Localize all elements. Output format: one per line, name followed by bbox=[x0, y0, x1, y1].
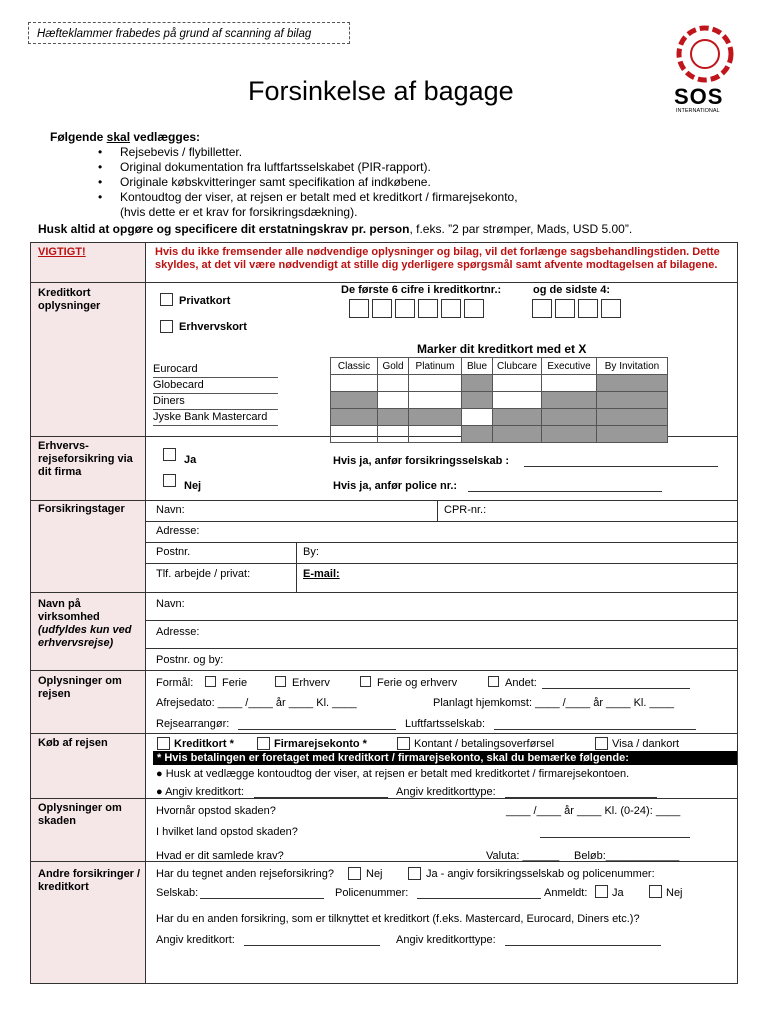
erhvervskort-checkbox[interactable] bbox=[160, 320, 173, 333]
card-cell-disabled bbox=[542, 426, 597, 443]
card-digit-5[interactable] bbox=[441, 299, 461, 318]
col-header: Classic bbox=[331, 358, 378, 375]
skaden-label: Oplysninger om skaden bbox=[38, 802, 122, 827]
list-item: • Kontoudtog der viser, at rejsen er betalt med et kreditkort / firmarejsekonto, bbox=[98, 190, 518, 204]
andre-label: Andre forsikringer / kreditkort bbox=[38, 868, 141, 893]
col-header: By Invitation bbox=[597, 358, 668, 375]
erhvervs-nej-checkbox[interactable] bbox=[163, 474, 176, 487]
list-item: • Originale købskvitteringer samt specifikation af indkøbene. bbox=[98, 175, 431, 189]
card-digit-last-2[interactable] bbox=[555, 299, 575, 318]
tegnet-nej-label: Nej bbox=[366, 868, 383, 880]
last4-label: og de sidste 4: bbox=[533, 284, 611, 296]
policenummer-label: Policenummer: bbox=[335, 887, 409, 899]
card-name: Diners bbox=[153, 394, 278, 410]
card-cell-disabled bbox=[462, 426, 493, 443]
card-digit-last-4[interactable] bbox=[601, 299, 621, 318]
kontant-label: Kontant / betalingsoverførsel bbox=[414, 738, 555, 750]
vigtigt-label: VIGTIGT! bbox=[38, 246, 86, 258]
divider bbox=[30, 282, 738, 283]
card-cell[interactable] bbox=[331, 426, 378, 443]
rejsearrangoer-field[interactable] bbox=[238, 718, 396, 730]
visa-checkbox[interactable] bbox=[595, 737, 608, 750]
divider bbox=[146, 521, 738, 522]
list-item: (hvis dette er et krav for forsikringsdækning). bbox=[120, 205, 358, 219]
logo-text: SOS bbox=[674, 84, 724, 109]
card-cell[interactable] bbox=[409, 375, 462, 392]
erhverv-label: Erhverv bbox=[292, 677, 330, 689]
angiv-kreditkorttype-label: Angiv kreditkorttype: bbox=[396, 786, 496, 798]
erhverv-checkbox[interactable] bbox=[275, 676, 286, 687]
kreditkort-label: Kreditkort oplysninger bbox=[38, 287, 101, 312]
luftfart-field[interactable] bbox=[494, 718, 696, 730]
ferie-erhverv-checkbox[interactable] bbox=[360, 676, 371, 687]
card-name: Globecard bbox=[153, 378, 278, 394]
divider bbox=[437, 500, 438, 521]
divider bbox=[30, 798, 738, 799]
card-type-grid bbox=[330, 357, 668, 443]
card-cell[interactable] bbox=[493, 375, 542, 392]
col-header: Blue bbox=[462, 358, 493, 375]
email-field[interactable]: E-mail: bbox=[303, 568, 340, 580]
forsikringsselskab-field[interactable] bbox=[524, 455, 718, 467]
card-cell-disabled bbox=[597, 392, 668, 409]
virksomhed-postnr-field[interactable]: Postnr. og by: bbox=[156, 654, 224, 666]
vigtigt-warning: Hvis du ikke fremsender alle nødvendige oplysninger og bilag, vil det forlænge sagsbehandlingstiden. Dette skyldes, at det vil være nødvendigt at stille dig yderligere spørgsmål samt afvente modtagelsen af bilagene. bbox=[155, 246, 720, 271]
payment-husk-text: ● Husk at vedlægge kontoudtog der viser, at rejsen er betalt med kreditkortet / firmarejsekontoen. bbox=[156, 768, 630, 780]
angiv-kreditkorttype-field[interactable] bbox=[505, 786, 657, 798]
by-field[interactable]: By: bbox=[303, 546, 319, 558]
privatkort-label: Privatkort bbox=[179, 295, 231, 307]
cpr-field[interactable]: CPR-nr.: bbox=[444, 504, 487, 516]
navn-field[interactable]: Navn: bbox=[156, 504, 185, 516]
hvornaar-label: Hvornår opstod skaden? bbox=[156, 805, 276, 817]
privatkort-checkbox[interactable] bbox=[160, 293, 173, 306]
marker-heading: Marker dit kreditkort med et X bbox=[417, 342, 587, 356]
luftfart-label: Luftfartsselskab: bbox=[405, 718, 486, 730]
card-digit-3[interactable] bbox=[395, 299, 415, 318]
card-cell-disabled bbox=[462, 375, 493, 392]
formaal-label: Formål: bbox=[156, 677, 194, 689]
card-cell[interactable] bbox=[409, 426, 462, 443]
ferie-checkbox[interactable] bbox=[205, 676, 216, 687]
logo-subtext: INTERNATIONAL bbox=[676, 108, 720, 114]
card-cell-disabled bbox=[542, 392, 597, 409]
col-header: Platinum bbox=[409, 358, 462, 375]
tegnet-label: Har du tegnet anden rejseforsikring? bbox=[156, 868, 334, 880]
firmarejsekonto-label: Firmarejsekonto * bbox=[274, 738, 367, 750]
tlf-field[interactable]: Tlf. arbejde / privat: bbox=[156, 568, 251, 580]
anmeldt-nej-checkbox[interactable] bbox=[649, 885, 662, 898]
kontant-checkbox[interactable] bbox=[397, 737, 410, 750]
card-digit-2[interactable] bbox=[372, 299, 392, 318]
rejsen-label: Oplysninger om rejsen bbox=[38, 675, 122, 700]
selskab-label: Selskab: bbox=[156, 887, 199, 899]
card-name: Jyske Bank Mastercard bbox=[153, 410, 278, 426]
anmeldt-ja-label: Ja bbox=[612, 887, 624, 899]
krav-label: Hvad er dit samlede krav? bbox=[156, 850, 284, 862]
card-cell-disabled bbox=[331, 409, 378, 426]
card-cell-disabled bbox=[409, 409, 462, 426]
requirements-list bbox=[98, 145, 518, 220]
card-digit-last-1[interactable] bbox=[532, 299, 552, 318]
anden-forsikring-question: Har du en anden forsikring, som er tilknyttet et kreditkort (f.eks. Mastercard, Eurocard, Diners etc.)? bbox=[156, 913, 640, 925]
police-field[interactable] bbox=[468, 480, 662, 492]
divider bbox=[30, 733, 738, 734]
policenummer-field[interactable] bbox=[417, 887, 541, 899]
list-item: • Rejsebevis / flybilletter. bbox=[98, 145, 243, 159]
card-cell[interactable] bbox=[542, 375, 597, 392]
card-cell-disabled bbox=[597, 409, 668, 426]
card-list bbox=[153, 362, 278, 426]
virksomhed-label: Navn på virksomhed bbox=[38, 598, 100, 623]
card-cell-disabled bbox=[493, 409, 542, 426]
divider bbox=[30, 670, 738, 671]
andre-angiv-kreditkort-label: Angiv kreditkort: bbox=[156, 934, 235, 946]
afrejsedato-field[interactable]: Afrejsedato: ____ /____ år ____ Kl. ____ bbox=[156, 697, 357, 709]
andre-angiv-kreditkorttype-label: Angiv kreditkorttype: bbox=[396, 934, 496, 946]
andre-angiv-kreditkort-field[interactable] bbox=[244, 934, 380, 946]
list-item: • Original dokumentation fra luftfartsselskabet (PIR-rapport). bbox=[98, 160, 431, 174]
card-digit-1[interactable] bbox=[349, 299, 369, 318]
skade-dato-field[interactable]: ____ /____ år ____ Kl. (0-24): ____ bbox=[506, 805, 681, 817]
angiv-kreditkort-label: ● Angiv kreditkort: bbox=[156, 786, 244, 798]
first6-label: De første 6 cifre i kreditkortnr.: bbox=[341, 284, 502, 296]
card-cell[interactable] bbox=[378, 375, 409, 392]
visa-label: Visa / dankort bbox=[612, 738, 680, 750]
virksomhed-sublabel: (udfyldes kun ved erhvervsrejse) bbox=[38, 624, 132, 649]
virksomhed-adresse-field[interactable]: Adresse: bbox=[156, 626, 200, 638]
divider bbox=[146, 542, 738, 543]
tegnet-nej-checkbox[interactable] bbox=[348, 867, 361, 880]
divider bbox=[30, 500, 738, 501]
divider bbox=[146, 620, 738, 621]
card-cell-disabled bbox=[331, 392, 378, 409]
card-digit-4[interactable] bbox=[418, 299, 438, 318]
card-cell-disabled bbox=[597, 375, 668, 392]
col-header: Gold bbox=[378, 358, 409, 375]
erhvervs-label: Erhvervs-rejseforsikring via dit firma bbox=[38, 440, 133, 478]
divider bbox=[146, 563, 738, 564]
tegnet-ja-label: Ja - angiv forsikringsselskab og policenummer: bbox=[426, 868, 655, 880]
divider bbox=[146, 648, 738, 649]
forsikringstager-label: Forsikringstager bbox=[38, 503, 125, 515]
forsikringsselskab-label: Hvis ja, anfør forsikringsselskab : bbox=[333, 455, 510, 467]
andre-angiv-kreditkorttype-field[interactable] bbox=[505, 934, 661, 946]
anmeldt-nej-label: Nej bbox=[666, 887, 683, 899]
anmeldt-label: Anmeldt: bbox=[544, 887, 588, 899]
card-cell-disabled bbox=[597, 426, 668, 443]
col-header: Clubcare bbox=[493, 358, 542, 375]
beloeb-field[interactable]: Beløb:____________ bbox=[574, 850, 680, 862]
police-label: Hvis ja, anfør police nr.: bbox=[333, 480, 458, 492]
card-cell[interactable] bbox=[409, 392, 462, 409]
erhvervs-nej-label: Nej bbox=[184, 480, 202, 492]
andet-label: Andet: bbox=[505, 677, 537, 689]
card-cell-disabled bbox=[462, 392, 493, 409]
erhvervs-ja-label: Ja bbox=[184, 454, 197, 466]
divider bbox=[296, 542, 297, 592]
page-title: Forsinkelse af bagage bbox=[248, 76, 514, 106]
card-cell[interactable] bbox=[378, 392, 409, 409]
selskab-field[interactable] bbox=[200, 887, 324, 899]
rejsearrangoer-label: Rejsearrangør: bbox=[156, 718, 230, 730]
card-name: Eurocard bbox=[153, 362, 278, 378]
scanning-note: Hæfteklammer frabedes på grund af scanning af bilag bbox=[28, 22, 350, 44]
card-digit-last-3[interactable] bbox=[578, 299, 598, 318]
anmeldt-ja-checkbox[interactable] bbox=[595, 885, 608, 898]
sos-logo bbox=[660, 20, 750, 115]
divider bbox=[30, 592, 738, 593]
kreditkort-payment-checkbox[interactable] bbox=[157, 737, 170, 750]
firmarejsekonto-checkbox[interactable] bbox=[257, 737, 270, 750]
ferie-label: Ferie bbox=[222, 677, 248, 689]
payment-notice-bar: * Hvis betalingen er foretaget med kreditkort / firmarejsekonto, skal du bemærke følgende: bbox=[153, 751, 737, 765]
andet-field[interactable] bbox=[542, 677, 690, 689]
koeb-label: Køb af rejsen bbox=[38, 737, 108, 749]
tegnet-ja-checkbox[interactable] bbox=[408, 867, 421, 880]
card-digit-6[interactable] bbox=[464, 299, 484, 318]
andet-checkbox[interactable] bbox=[488, 676, 499, 687]
card-cell[interactable] bbox=[378, 426, 409, 443]
adresse-field[interactable]: Adresse: bbox=[156, 525, 200, 537]
requirements-heading: Følgende skal vedlægges: bbox=[50, 130, 201, 144]
valuta-field[interactable]: Valuta: ______ bbox=[486, 850, 560, 862]
card-cell[interactable] bbox=[331, 375, 378, 392]
postnr-field[interactable]: Postnr. bbox=[156, 546, 191, 558]
card-cell-disabled bbox=[493, 426, 542, 443]
land-label: I hvilket land opstod skaden? bbox=[156, 826, 298, 838]
land-field[interactable] bbox=[540, 826, 690, 838]
card-cell-disabled bbox=[542, 409, 597, 426]
virksomhed-navn-field[interactable]: Navn: bbox=[156, 598, 185, 610]
erhvervs-ja-checkbox[interactable] bbox=[163, 448, 176, 461]
kreditkort-payment-label: Kreditkort * bbox=[174, 738, 234, 750]
card-cell[interactable] bbox=[462, 409, 493, 426]
husk-note: Husk altid at opgøre og specificere dit erstatningskrav pr. person, f.eks. ”2 par strømper, Mads, USD 5.00”. bbox=[38, 222, 633, 236]
card-cell[interactable] bbox=[493, 392, 542, 409]
erhvervskort-label: Erhvervskort bbox=[179, 321, 247, 333]
hjemkomst-field[interactable]: Planlagt hjemkomst: ____ /____ år ____ Kl. ____ bbox=[433, 697, 674, 709]
ferie-erhverv-label: Ferie og erhverv bbox=[377, 677, 458, 689]
angiv-kreditkort-field[interactable] bbox=[254, 786, 388, 798]
card-cell-disabled bbox=[378, 409, 409, 426]
col-header: Executive bbox=[542, 358, 597, 375]
